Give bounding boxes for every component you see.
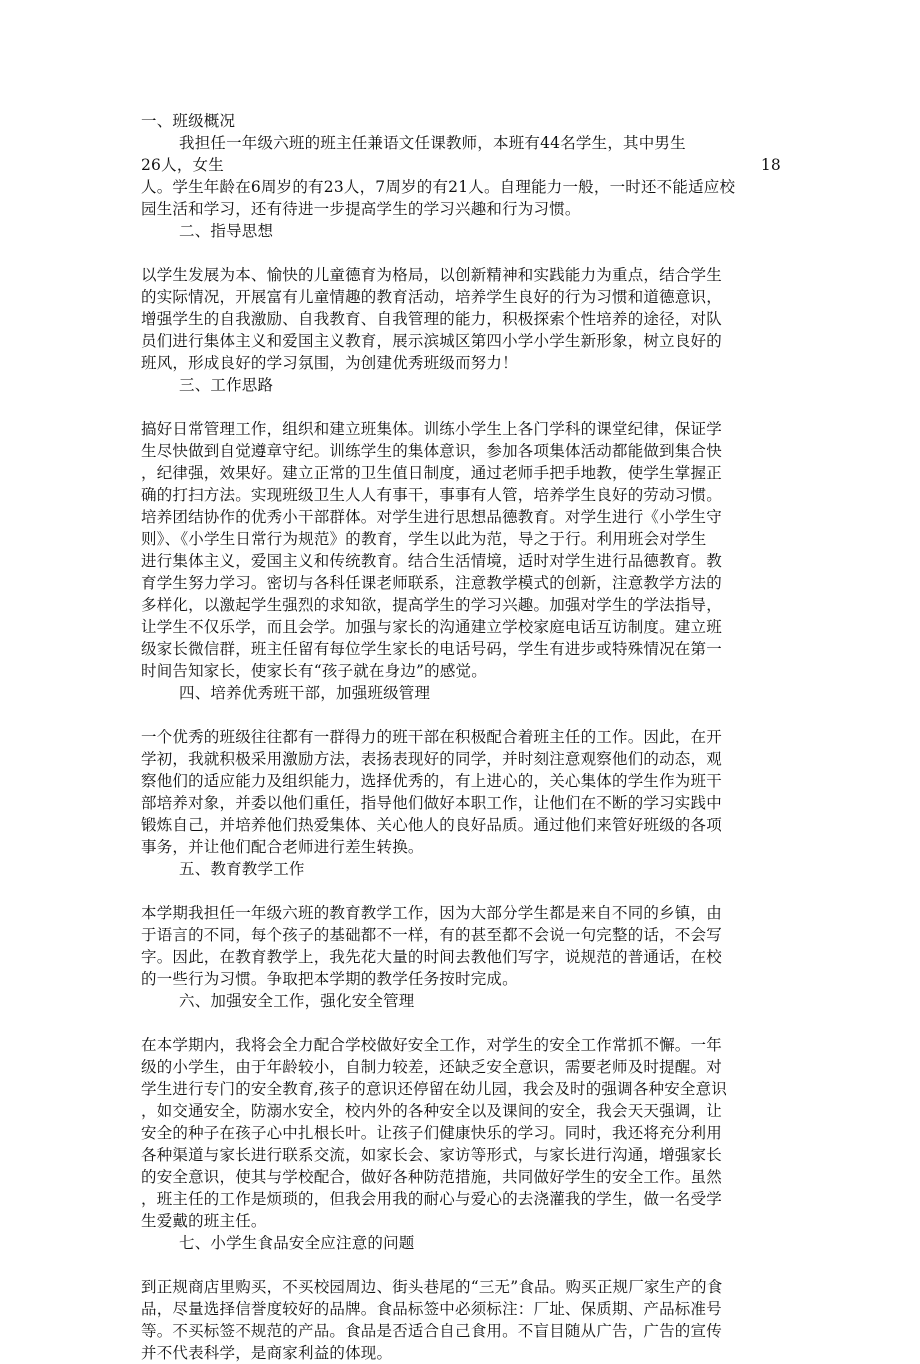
spacer [141, 242, 781, 264]
spacer [141, 396, 781, 418]
paragraph-line: 搞好日常管理工作，组织和建立班集体。训练小学生上各门学科的课堂纪律，保证学 [141, 420, 722, 438]
paragraph-line: 培养团结协作的优秀小干部群体。对学生进行思想品德教育。对学生进行《小学生守 [141, 508, 722, 526]
paragraph-line: 各种渠道与家长进行联系交流，如家长会、家访等形式，与家长进行沟通，增强家长 [141, 1146, 722, 1164]
paragraph-line: 级家长微信群，班主任留有每位学生家长的电话号码，学生有进步或特殊情况在第一 [141, 640, 722, 658]
paragraph-line: 在本学期内，我将会全力配合学校做好安全工作，对学生的安全工作常抓不懈。一年 [141, 1036, 722, 1054]
paragraph-line: ，班主任的工作是烦琐的，但我会用我的耐心与爱心的去浇灌我的学生，做一名受学 [141, 1190, 722, 1208]
paragraph-line: 锻炼自己，并培养他们热爱集体、关心他人的良好品质。通过他们来管好班级的各项 [141, 816, 722, 834]
paragraph-line: ，如交通安全，防溺水安全，校内外的各种安全以及课间的安全，我会天天强调，让 [141, 1102, 722, 1120]
paragraph-line: 时间告知家长，使家长有“孩子就在身边”的感觉。 [141, 662, 487, 680]
paragraph-line: 我担任一年级六班的班主任兼语文任课教师，本班有44名学生，其中男生 [179, 134, 686, 152]
section-title-2: 二、指导思想 [179, 222, 274, 240]
paragraph-line: 于语言的不同，每个孩子的基础都不一样，有的甚至都不会说一句完整的话，不会写 [141, 926, 722, 944]
section-title-3: 三、工作思路 [179, 376, 274, 394]
paragraph-fragment: 26人，女生 [141, 156, 224, 174]
paragraph-line: 以学生发展为本、愉快的儿童德育为格局，以创新精神和实践能力为重点，结合学生 [141, 266, 722, 284]
paragraph-line: 并不代表科学，是商家利益的体现。 [141, 1344, 393, 1362]
paragraph-line: 生爱戴的班主任。 [141, 1212, 267, 1230]
paragraph-line: 育学生努力学习。密切与各科任课老师联系，注意教学模式的创新，注意教学方法的 [141, 574, 722, 592]
paragraph-line: 品，尽量选择信誉度较好的品牌。食品标签中必须标注：厂址、保质期、产品标准号 [141, 1300, 722, 1318]
section-title-5: 五、教育教学工作 [179, 860, 305, 878]
section-title-1: 一、班级概况 [141, 112, 236, 130]
section-title-6: 六、加强安全工作，强化安全管理 [179, 992, 415, 1010]
paragraph-line: 一个优秀的班级往往都有一群得力的班干部在积极配合着班主任的工作。因此，在开 [141, 728, 722, 746]
spacer [141, 704, 781, 726]
paragraph-line: 园生活和学习，还有待进一步提高学生的学习兴趣和行为习惯。 [141, 200, 581, 218]
paragraph-line: 的一些行为习惯。争取把本学期的教学任务按时完成。 [141, 970, 518, 988]
paragraph-line: 班风，形成良好的学习氛围，为创建优秀班级而努力！ [141, 354, 518, 372]
paragraph-line: 确的打扫方法。实现班级卫生人人有事干，事事有人管，培养学生良好的劳动习惯。 [141, 486, 722, 504]
paragraph-line: 生尽快做到自觉遵章守纪。训练学生的集体意识，参加各项集体活动都能做到集合快 [141, 442, 722, 460]
spacer [141, 880, 781, 902]
paragraph-line: 本学期我担任一年级六班的教育教学工作，因为大部分学生都是来自不同的乡镇，由 [141, 904, 722, 922]
paragraph-line: 的安全意识，使其与学校配合，做好各种防范措施，共同做好学生的安全工作。虽然 [141, 1168, 722, 1186]
paragraph-line: 人。学生年龄在6周岁的有23人，7周岁的有21人。自理能力一般，一时还不能适应校 [141, 178, 736, 196]
document-page [141, 110, 781, 1364]
paragraph-line: 进行集体主义，爱国主义和传统教育。结合生活情境，适时对学生进行品德教育。教 [141, 552, 722, 570]
section-title-4: 四、培养优秀班干部，加强班级管理 [179, 684, 431, 702]
paragraph-line: 增强学生的自我激励、自我教育、自我管理的能力，积极探索个性培养的途径，对队 [141, 310, 722, 328]
spacer [141, 1012, 781, 1034]
paragraph-line: 级的小学生，由于年龄较小，自制力较差，还缺乏安全意识，需要老师及时提醒。对 [141, 1058, 722, 1076]
paragraph-line: 事务，并让他们配合老师进行差生转换。 [141, 838, 424, 856]
paragraph-line: 部培养对象，并委以他们重任，指导他们做好本职工作，让他们在不断的学习实践中 [141, 794, 722, 812]
paragraph-line: 则》、《小学生日常行为规范》的教育，学生以此为范，导之于行。利用班会对学生 [141, 530, 707, 548]
spacer [141, 1254, 781, 1276]
paragraph-line: 学初，我就积极采用激励方法，表扬表现好的同学，并时刻注意观察他们的动态，观 [141, 750, 722, 768]
paragraph-line: 等。不买标签不规范的产品。食品是否适合自己食用。不盲目随从广告，广告的宣传 [141, 1322, 722, 1340]
paragraph-line: 让学生不仅乐学，而且会学。加强与家长的沟通建立学校家庭电话互访制度。建立班 [141, 618, 722, 636]
paragraph-line: 察他们的适应能力及组织能力，选择优秀的，有上进心的，关心集体的学生作为班干 [141, 772, 722, 790]
paragraph-line: 的实际情况，开展富有儿童情趣的教育活动，培养学生良好的行为习惯和道德意识， [141, 288, 722, 306]
paragraph-line-split [141, 154, 781, 176]
paragraph-line: 学生进行专门的安全教育,孩子的意识还停留在幼儿园，我会及时的强调各种安全意识 [141, 1080, 728, 1098]
paragraph-line: 员们进行集体主义和爱国主义教育，展示滨城区第四小学小学生新形象，树立良好的 [141, 332, 722, 350]
paragraph-line: 安全的种子在孩子心中扎根长叶。让孩子们健康快乐的学习。同时，我还将充分利用 [141, 1124, 722, 1142]
paragraph-line: 到正规商店里购买，不买校园周边、街头巷尾的“三无”食品。购买正规厂家生产的食 [141, 1278, 723, 1296]
section-title-7: 七、小学生食品安全应注意的问题 [179, 1234, 415, 1252]
paragraph-line: 字。因此，在教育教学上，我先花大量的时间去教他们写字，说规范的普通话，在校 [141, 948, 722, 966]
paragraph-line: 多样化，以激起学生强烈的求知欲，提高学生的学习兴趣。加强对学生的学法指导， [141, 596, 722, 614]
paragraph-line: ，纪律强，效果好。建立正常的卫生值日制度，通过老师手把手地教，使学生掌握正 [141, 464, 722, 482]
paragraph-fragment: 18 [760, 156, 781, 174]
